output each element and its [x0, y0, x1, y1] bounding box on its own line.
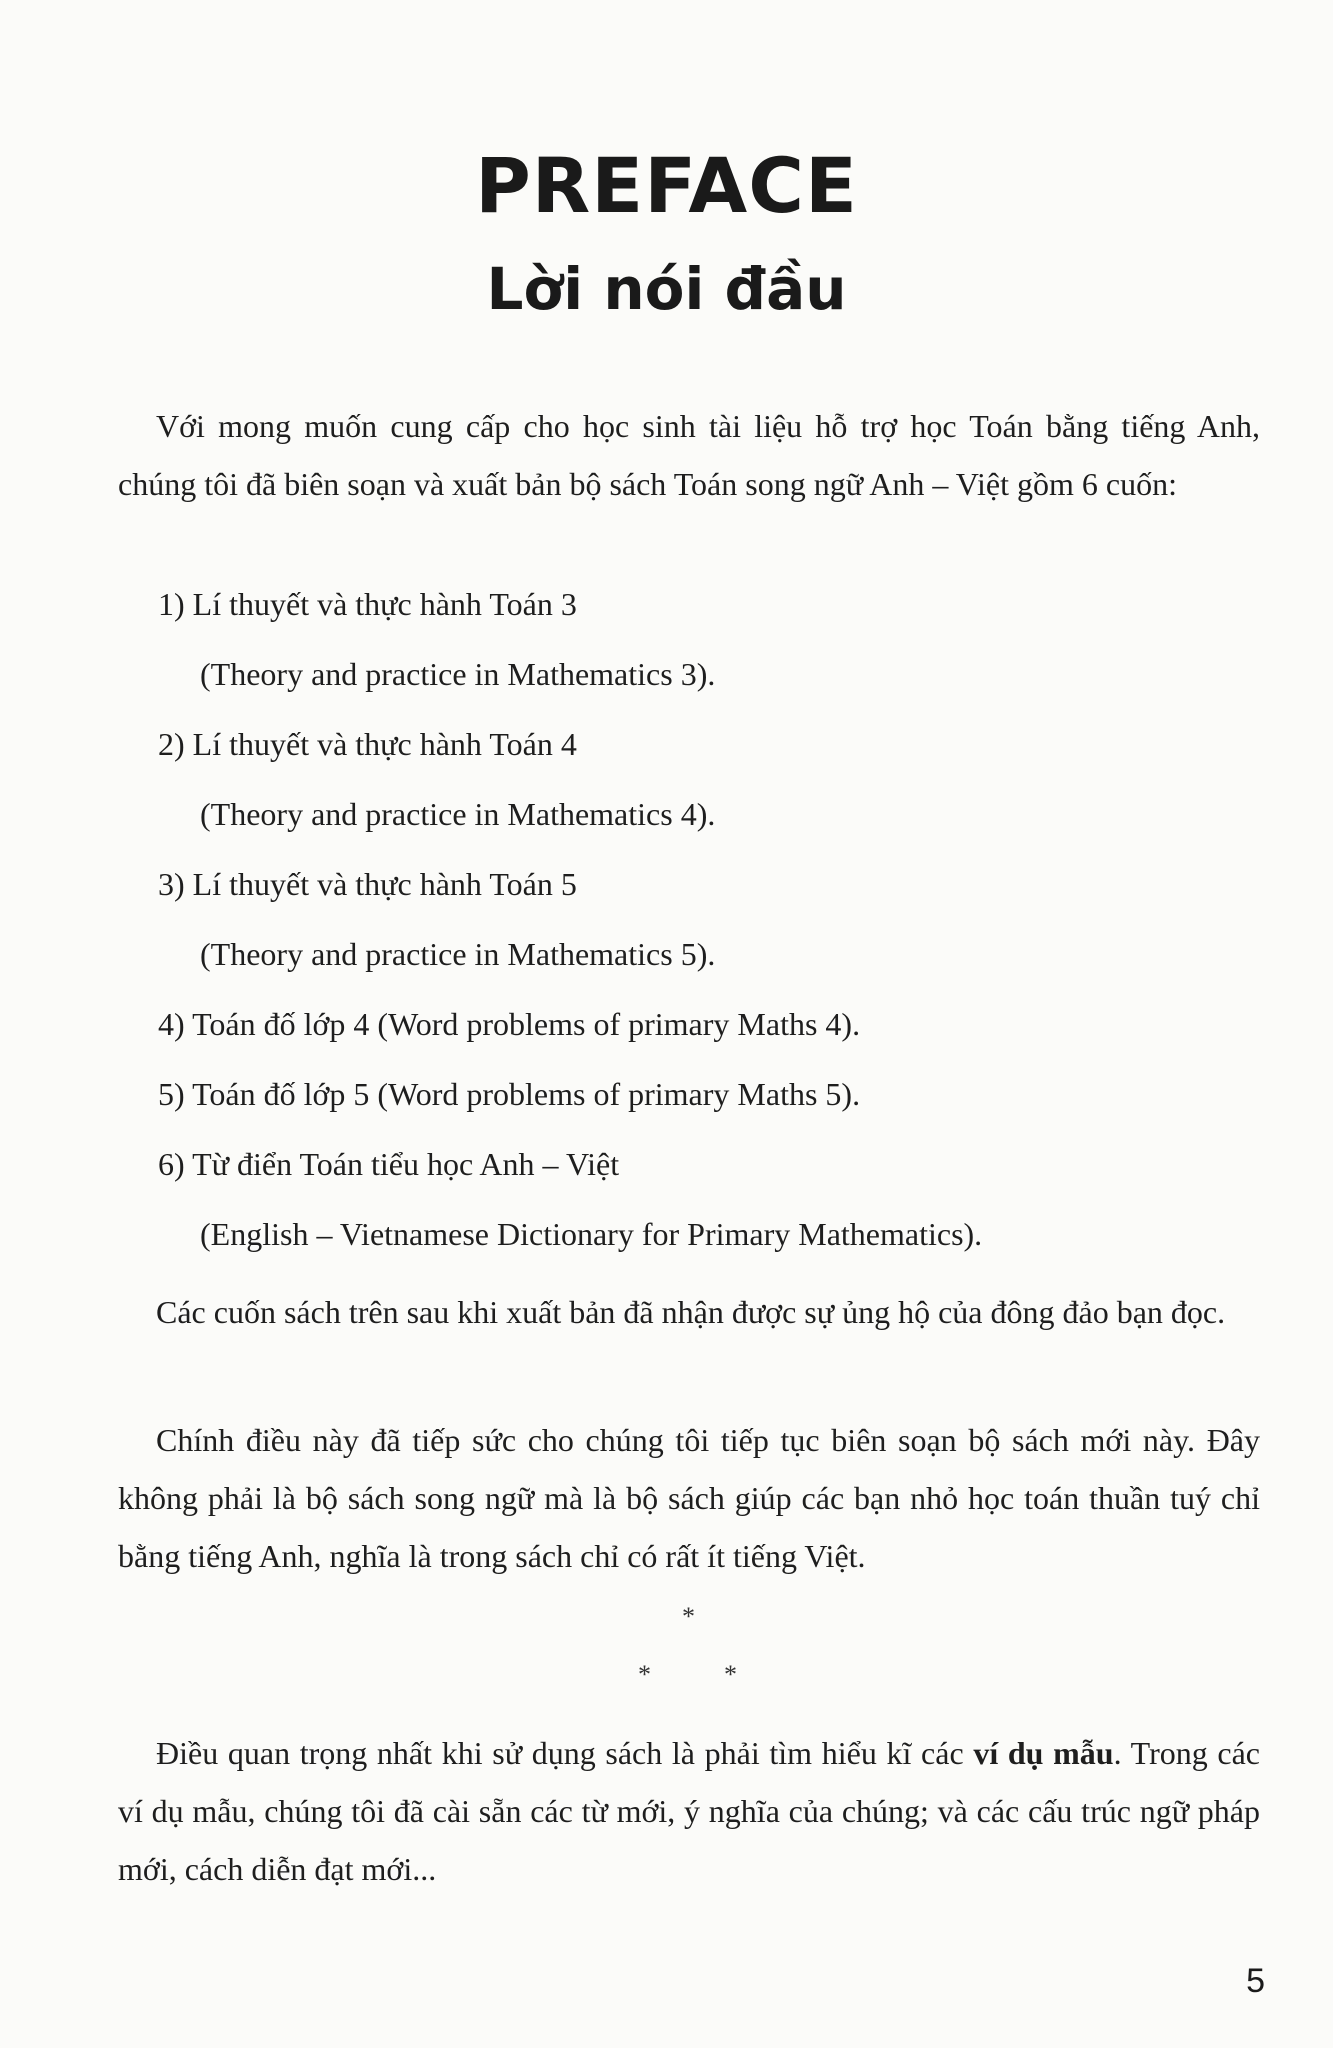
final-paragraph — [118, 1724, 1260, 1898]
final-text-end: . Trong các ví dụ mẫu, chúng tôi đã cài sẵn các từ mới, ý nghĩa của chúng; và các cấu trúc ngữ pháp mới, cách diễn đạt mới... — [118, 1735, 1261, 1887]
page-subtitle: Lời nói đầu — [486, 255, 847, 323]
book-item-5: 5) Toán đố lớp 5 (Word problems of primary Maths 5). — [158, 1076, 861, 1112]
separator-star-top: * — [682, 1602, 695, 1631]
support-paragraph — [118, 1283, 1260, 1341]
new-series-paragraph — [118, 1411, 1260, 1585]
book-item-2: 2) Lí thuyết và thực hành Toán 4 — [158, 726, 577, 762]
book-item-1: 1) Lí thuyết và thực hành Toán 3 — [158, 586, 577, 622]
book-item-4: 4) Toán đố lớp 4 (Word problems of primary Maths 4). — [158, 1006, 861, 1042]
final-text-start: Điều quan trọng nhất khi sử dụng sách là phải tìm hiểu kĩ các — [156, 1735, 974, 1771]
book-item-2-translation: (Theory and practice in Mathematics 4). — [200, 796, 716, 832]
new-series-text: Chính điều này đã tiếp sức cho chúng tôi tiếp tục biên soạn bộ sách mới này. Đây không phải là bộ sách song ngữ mà là bộ sách giúp các bạn nhỏ học toán thuần tuý chỉ bằng tiếng Anh, nghĩa là trong sách chỉ có rất ít tiếng Việt. — [118, 1422, 1260, 1574]
intro-text: Với mong muốn cung cấp cho học sinh tài liệu hỗ trợ học Toán bằng tiếng Anh, chúng tôi đã biên soạn và xuất bản bộ sách Toán song ngữ Anh – Việt gồm 6 cuốn: — [118, 408, 1260, 502]
book-item-1-translation: (Theory and practice in Mathematics 3). — [200, 656, 716, 692]
book-item-6: 6) Từ điển Toán tiểu học Anh – Việt — [158, 1146, 620, 1182]
book-item-3-translation: (Theory and practice in Mathematics 5). — [200, 936, 716, 972]
book-item-6-translation: (English – Vietnamese Dictionary for Primary Mathematics). — [200, 1216, 983, 1252]
page-number: 5 — [1246, 1962, 1265, 2000]
support-text: Các cuốn sách trên sau khi xuất bản đã nhận được sự ủng hộ của đông đảo bạn đọc. — [156, 1294, 1226, 1330]
intro-paragraph — [118, 397, 1260, 513]
book-item-3: 3) Lí thuyết và thực hành Toán 5 — [158, 866, 577, 902]
separator-star-left: * — [638, 1660, 651, 1689]
final-text — [118, 1724, 1260, 1898]
final-text-emphasis: ví dụ mẫu — [973, 1735, 1114, 1771]
separator-star-right: * — [724, 1660, 737, 1689]
page-title: PREFACE — [475, 141, 858, 230]
